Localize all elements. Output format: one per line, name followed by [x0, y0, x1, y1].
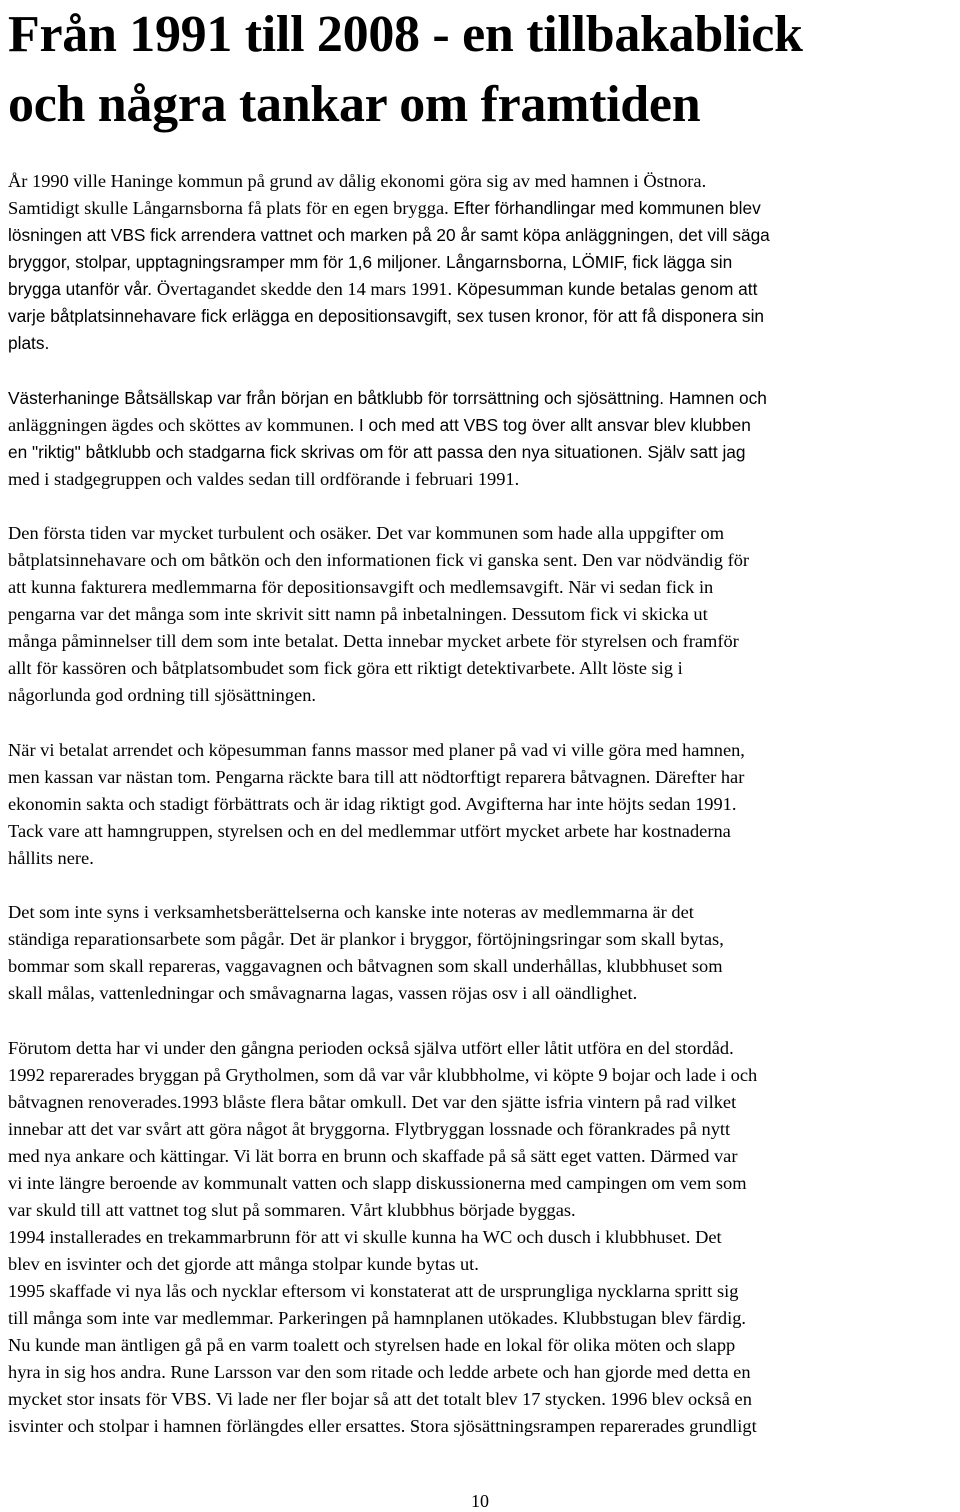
text-segment: ekonomin sakta och stadigt förbättrats och är idag riktigt god. Avgifterna har inte höjts sedan 1991. [8, 793, 737, 814]
text-segment: pengarna var det många som inte skrivit sitt namn på inbetalningen. Dessutom fick vi skicka ut [8, 604, 708, 625]
text-segment: mycket stor insats för VBS. Vi lade ner fler bojar så att det totalt blev 17 stycken. 1996 blev också en [8, 1388, 752, 1409]
text-segment: Övertagandet skedde den 14 mars 1991. [156, 279, 457, 299]
text-line [8, 1413, 958, 1440]
text-line [8, 737, 958, 764]
text-segment: 1992 reparerades bryggan på Grytholmen, som då var vår klubbholme, vi köpte 9 bojar och lade i och [8, 1064, 758, 1085]
text-line [8, 466, 958, 493]
text-segment: men kassan var nästan tom. Pengarna räckte bara till att nödtorftigt reparera båtvagnen. Därefter har [8, 766, 745, 787]
text-line [8, 655, 958, 682]
text-segment: 1995 skaffade vi nya lås och nycklar eftersom vi konstaterat att de ursprungliga nycklarna spritt sig [8, 1280, 739, 1301]
text-segment: innebar att det var svårt att göra något åt bryggorna. Flytbryggan lossnade och förankrades på nytt [8, 1118, 731, 1139]
text-line [8, 764, 958, 791]
text-line [8, 412, 958, 439]
text-segment: Köpesumman kunde betalas genom att [456, 279, 758, 299]
text-segment: många påminnelser till dem som inte betalat. Detta innebar mycket arbete för styrelsen och framför [8, 631, 739, 652]
text-segment: att kunna fakturera medlemmarna för depositionsavgift och medlemsavgift. När vi sedan fick in [8, 577, 714, 598]
text-segment: Samtidigt skulle Långarnsborna få plats för en egen brygga. [8, 198, 454, 218]
text-segment: Själv satt jag [647, 441, 746, 462]
text-line [8, 1089, 958, 1116]
text-line [8, 574, 958, 601]
paragraph [8, 168, 958, 357]
text-line [8, 926, 958, 953]
text-segment: någorlunda god ordning till sjösättningen. [8, 685, 317, 706]
text-line [8, 1278, 958, 1305]
text-segment: lösningen att VBS fick arrendera vattnet och marken på 20 år samt köpa anläggningen, det vill säga [8, 225, 770, 245]
text-line [8, 1170, 958, 1197]
text-segment: ständiga reparationsarbete som pågår. Det är plankor i bryggor, förtöjningsringar som skall bytas, [8, 929, 724, 950]
text-line [8, 1035, 958, 1062]
paragraph [8, 1035, 958, 1440]
text-line [8, 249, 958, 276]
text-line [8, 1197, 958, 1224]
text-line [8, 818, 958, 845]
text-line [8, 682, 958, 709]
text-segment: bryggor, stolpar, upptagningsramper mm för 1,6 miljoner. Långarnsborna, LÖMIF, fick lägga sin [8, 252, 733, 272]
text-segment: Förutom detta har vi under den gångna perioden också själva utfört eller låtit utföra en del stordåd. [8, 1037, 734, 1058]
text-line [8, 1359, 958, 1386]
text-segment: isvinter och stolpar i hamnen förlängdes eller ersattes. Stora sjösättningsrampen reparerades grundligt [8, 1415, 757, 1436]
title-line: och några tankar om framtiden [8, 76, 701, 133]
text-segment: med i stadgegruppen och valdes sedan till ordförande i februari 1991. [8, 468, 520, 489]
text-line [8, 1143, 958, 1170]
paragraph [8, 899, 958, 1007]
text-segment: hållits nere. [8, 847, 94, 868]
text-segment: Västerhaninge Båtsällskap var från början en båtklubb för torrsättning och sjösättning. Hamnen och [8, 387, 767, 408]
text-line [8, 195, 958, 222]
text-line [8, 1386, 958, 1413]
text-segment: var skuld till att vattnet tog slut på sommaren. Vårt klubbhus började byggas. [8, 1199, 576, 1220]
text-segment: bommar som skall repareras, vaggavagnen och båtvagnen som skall underhållas, klubbhuset som [8, 956, 723, 977]
title-line: Från 1991 till 2008 - en tillbakablick [8, 6, 803, 63]
text-segment: en "riktig" båtklubb och stadgarna fick skrivas om för att passa den nya situationen. [8, 441, 648, 462]
text-segment: båtvagnen renoverades.1993 blåste flera båtar omkull. Det var den sjätte isfria vintern på rad vilket [8, 1091, 737, 1112]
page-number: 10 [471, 1491, 489, 1511]
paragraph [8, 520, 958, 709]
text-line [8, 1116, 958, 1143]
text-line [8, 1224, 958, 1251]
text-line [8, 168, 958, 195]
text-segment: Tack vare att hamngruppen, styrelsen och en del medlemmar utfört mycket arbete har kostnaderna [8, 820, 731, 841]
text-segment: Det som inte syns i verksamhetsberättelserna och kanske inte noteras av medlemmarna är det [8, 902, 694, 923]
text-segment: Den första tiden var mycket turbulent och osäker. Det var kommunen som hade alla uppgifter om [8, 523, 725, 544]
text-segment: 1994 installerades en trekammarbrunn för att vi skulle kunna ha WC och dusch i klubbhuset. Det [8, 1226, 722, 1247]
text-segment: båtplatsinnehavare och om båtkön och den informationen fick vi ganska sent. Den var nödvändig för [8, 550, 750, 571]
document-title [8, 0, 953, 140]
text-line [8, 1251, 958, 1278]
text-segment: blev en isvinter och det gjorde att många stolpar kunde bytas ut. [8, 1253, 479, 1274]
paragraph [8, 385, 958, 493]
text-segment: hyra in sig hos andra. Rune Larsson var den som ritade och ledde arbete och han gjorde med detta en [8, 1361, 751, 1382]
text-line [8, 276, 958, 303]
text-segment: Nu kunde man äntligen gå på en varm toalett och styrelsen hade en lokal för olika möten och slapp [8, 1334, 736, 1355]
text-line [8, 385, 958, 412]
text-line [8, 953, 958, 980]
text-line [8, 899, 958, 926]
text-segment: När vi betalat arrendet och köpesumman fanns massor med planer på vad vi ville göra med hamnen, [8, 739, 745, 760]
text-line [8, 601, 958, 628]
paragraph [8, 737, 958, 872]
text-line [8, 520, 958, 547]
text-line [8, 547, 958, 574]
text-line [8, 330, 958, 357]
text-line [8, 1332, 958, 1359]
text-segment: vi inte längre beroende av kommunalt vatten och slapp diskussionerna med campingen om vem som [8, 1172, 747, 1193]
text-segment: anläggningen ägdes och sköttes av kommunen. [8, 414, 359, 435]
text-line [8, 1062, 958, 1089]
text-segment: till många som inte var medlemmar. Parkeringen på hamnplanen utökades. Klubbstugan blev färdig. [8, 1307, 746, 1328]
text-line [8, 980, 958, 1007]
text-line [8, 222, 958, 249]
text-segment: allt för kassören och båtplatsombudet som fick göra ett riktigt detektivarbete. Allt löste sig i [8, 658, 683, 679]
text-line [8, 791, 958, 818]
text-segment: skall målas, vattenledningar och småvagnarna lagas, vassen röjas osv i all oändlighet. [8, 983, 638, 1004]
text-segment: Efter förhandlingar med kommunen blev [453, 198, 761, 218]
text-segment: varje båtplatsinnehavare fick erlägga en depositionsavgift, sex tusen kronor, för att få disponera sin [8, 306, 765, 326]
text-line [8, 628, 958, 655]
text-segment: plats. [8, 333, 50, 353]
text-line [8, 1305, 958, 1332]
text-segment: I och med att VBS tog över allt ansvar blev klubben [358, 414, 751, 435]
text-segment: med nya ankare och kättingar. Vi lät borra en brunn och skaffade på så sätt eget vatten. Därmed var [8, 1145, 738, 1166]
text-line [8, 439, 958, 466]
text-segment: År 1990 ville Haninge kommun på grund av dålig ekonomi göra sig av med hamnen i Östnora. [8, 171, 707, 191]
text-segment: brygga utanför vår. [8, 279, 157, 299]
text-line [8, 303, 958, 330]
document-body [8, 168, 958, 1440]
text-line [8, 845, 958, 872]
